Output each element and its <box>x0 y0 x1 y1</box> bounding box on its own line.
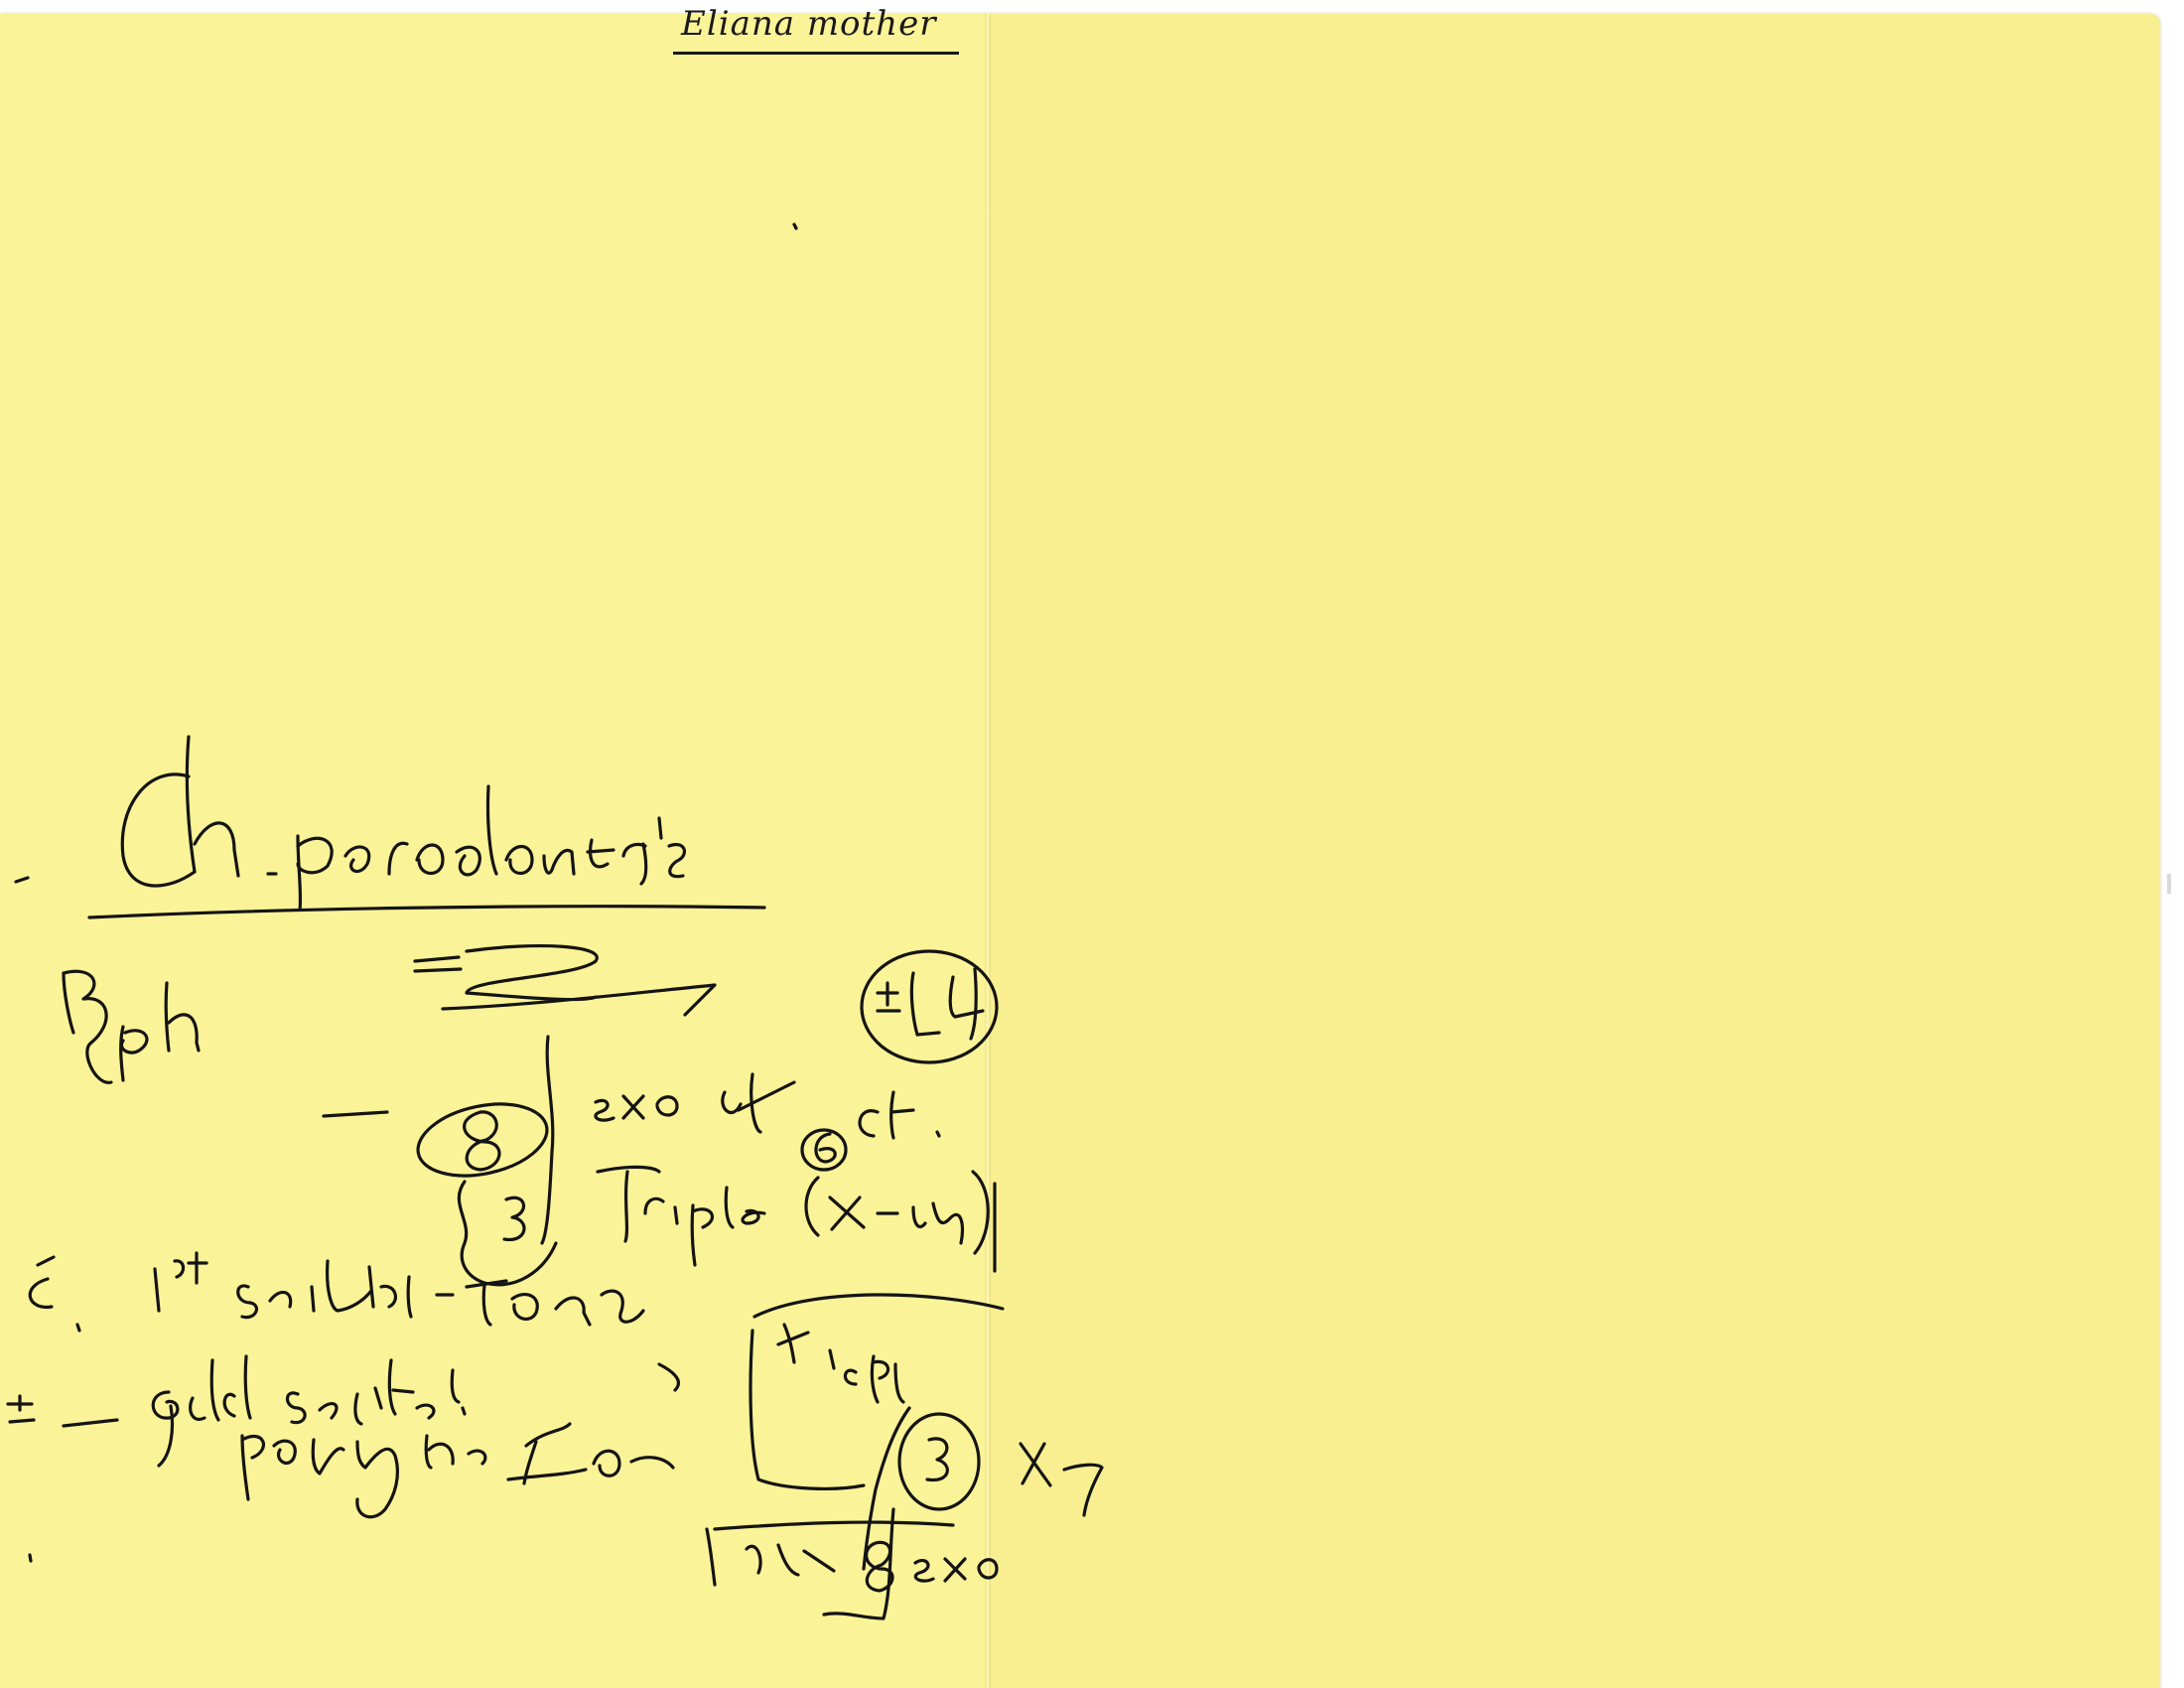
note-session <box>238 1261 396 1318</box>
note-box-top <box>754 1295 1003 1317</box>
note-a1-sep <box>778 1325 903 1402</box>
note-ab-crossed <box>723 1074 794 1132</box>
note-1st <box>155 1253 206 1311</box>
note-c-first <box>30 1257 79 1331</box>
note-six <box>816 1134 835 1162</box>
note-cf <box>860 1092 939 1138</box>
note-sealed <box>288 1360 466 1424</box>
folder-label: Eliana mother <box>681 4 937 44</box>
note-three-b <box>927 1439 947 1480</box>
note-porting <box>242 1436 397 1517</box>
note-header-underline <box>89 907 764 917</box>
note-dot-2 <box>30 1555 31 1561</box>
note-bracket-2 <box>459 1182 556 1285</box>
note-l4 <box>878 969 983 1039</box>
note-dash-2 <box>324 1112 387 1116</box>
folder-right-panel <box>990 14 2160 1688</box>
note-no-dose <box>426 1364 678 1483</box>
note-dot-1 <box>794 224 796 228</box>
note-dash-3 <box>64 1420 117 1426</box>
note-doc <box>408 1277 643 1325</box>
note-plus <box>8 1396 34 1422</box>
note-exo-b <box>915 1559 997 1581</box>
note-three <box>504 1197 524 1239</box>
folder-edge-nick <box>2167 874 2171 894</box>
note-exo <box>596 1096 677 1120</box>
note-header-h <box>187 737 238 876</box>
note-header-ch <box>122 774 195 886</box>
note-box-left <box>751 1331 864 1488</box>
note-x7 <box>1021 1444 1102 1515</box>
note-header-word <box>268 786 684 910</box>
note-eight <box>465 1112 499 1170</box>
note-xray-bracket <box>806 1172 995 1271</box>
note-triplex <box>598 1167 764 1265</box>
note-arrow-scribble <box>415 946 715 1015</box>
note-gold <box>153 1356 250 1466</box>
note-bph <box>64 971 199 1082</box>
note-dash <box>16 878 28 882</box>
